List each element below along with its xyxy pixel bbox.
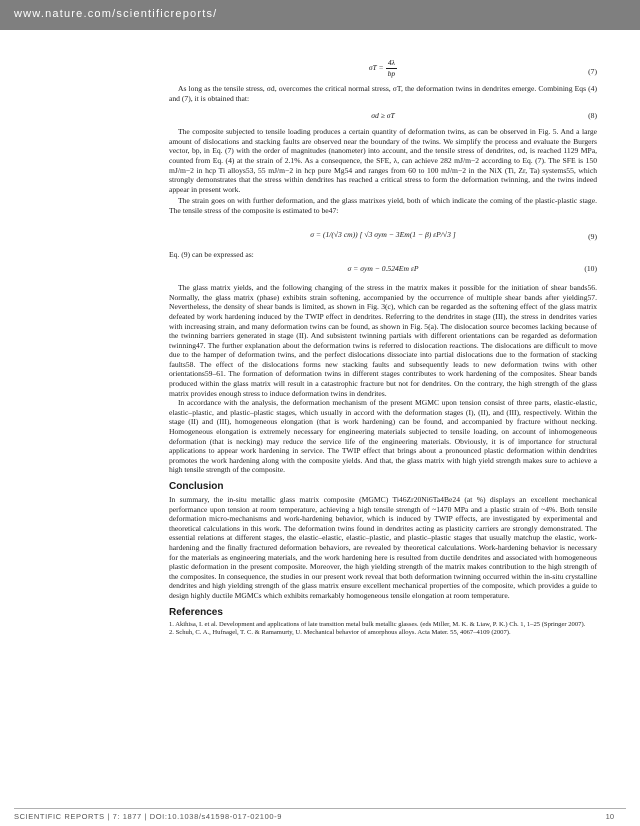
article-body <box>169 58 597 638</box>
journal-url[interactable]: www.nature.com/scientificreports/ <box>14 8 218 20</box>
equation-7-lhs: σT = <box>368 62 384 72</box>
conclusion-text: In summary, the in-situ metallic glass matrix composite (MGMC) Ti46Zr20Ni6Ta4Be24 (at %) displays an excellent mechanical performance upon tension at room temperature, achieving a high tensile strength of ~1470 MPa and a plastic strain of ~4%. Both tensile deformation micro-mechanisms and work-hardening behavior, which is induced by TWIP effects, are investigated by experimental and theoretical calculations in this work. The deformation twins found in dendrites acting as plasticity carriers are strongly demonstrated. The essential relations at different stages, the elastic–elastic, elastic–plastic, and plastic–plastic stages that usually matchup the elastic, work-hardening and the finally fractured deformation behaviors, are revealed by theoretical calculations. Work-hardening behavior is necessary for the materials as engineering materials, and the work hardening here is resulted from ductile dendrites and associated with homogeneous plastic deformation in the present composite. Moreover, the high yielding strength of the matrix makes contribution to the high strength of the composites. In consequence, the studies in our present work reveal that both deformation twinning occurred within the in-situ crystalline dendrites and high yielding strength of the glass matrix ensure excellent mechanical properties of the composite, which provides a guide to design highly ductile MGMCs which exhibits remarkably homogeneous tensile elongation at room temperature. <box>169 495 597 600</box>
equation-10 <box>169 261 597 279</box>
equation-7-fraction <box>386 58 398 78</box>
footer-citation: SCIENTIFIC REPORTS | 7: 1877 | DOI:10.1038/s41598-017-02100-9 <box>14 812 282 821</box>
page-number: 10 <box>605 812 614 821</box>
paragraph-deformation-mechanism: In accordance with the analysis, the deformation mechanism of the present MGMC upon tension consist of three parts, elastic-elastic, elastic–plastic, and plastic–plastic stages, which usually in accord with the deformation stages (I), (II), and (III), respectively. Within the stage (II) and (III), homogeneous elongation (that is work hardening) can be found, and accompanied by fracture without necking. Homogeneous elongation is extremely necessary for engineering materials subjected to tensile loading, on account of inhomogeneous deformation (that is necking) may reduce the service life of the engineering materials. Obviously, it is of importance for structural applications to appear work hardening in service. The TWIP effect that brings about a pronounced plastic deformation within dendrites promotes the work hardening along with the composite yields. And that, the glass matrix with high yield strength makes sure to achieve a high tensile strength of the composite. <box>169 398 597 475</box>
equation-7-expression <box>169 58 597 78</box>
footer-divider <box>14 808 626 809</box>
equation-10-number: (10) <box>584 264 597 274</box>
equation-10-expression: σ = σym − 0.524Em εP <box>347 264 419 274</box>
equation-8-number: (8) <box>588 111 597 121</box>
paragraph-shear-bands: The glass matrix yields, and the following changing of the stress in the matrix makes it possible for the initiation of shear bands56. Normally, the glass matrix (phase) exhibits strain softening, accompanied by the occurrence of multiple shear bands after yielding57. Nevertheless, the density of shear bands is limited, as shown in Fig. 3(c), which can be regarded as the softening effect of the glass matrix defeated by work hardening induced by the TWIP effect in dendrites. Referring to the dendrites in stage (III), the stress in dendrites varies with increasing strain, and many deformation twins can be found, as shown in Fig. 5(a). The dislocation source becomes lacking because of the twinning barriers generated in stage (II). And subsistent twinning partials with different orientations can be regarded as deformation twinning47. The further explanation about the deformation twins is referred to dislocation reactions. The dislocations are difficult to move due to the hamper of deformation twins, and the perfect dislocations dissociate into partial dislocations due to the formation of stacking faults58. The effect of the dislocations forms new stacking faults and subsequently leads to new deformation twins with other orientations59–61. The formation of deformation twins in different stages contributes to work hardening of the composites. Shear bands produced within the glass matrix will result in a catastrophic fracture but not for dendrites. On the contrary, the high strength of the glass matrix provides enough stress to induce deformation twins in dendrites. <box>169 283 597 398</box>
equation-9-number: (9) <box>588 231 597 241</box>
equation-8-expression: σd ≥ σT <box>371 111 395 121</box>
equation-7-number: (7) <box>588 67 597 76</box>
paragraph-eq9-intro: Eq. (9) can be expressed as: <box>169 249 254 259</box>
page-footer <box>0 800 640 826</box>
equation-9 <box>169 220 597 250</box>
equation-7 <box>169 58 597 84</box>
paragraph-stress-condition: As long as the tensile stress, σd, overcomes the critical normal stress, σT, the deformation twins in dendrites emerge. Combining Eqs (4) and (7), it is obtained that: <box>169 84 597 103</box>
equation-8 <box>169 107 597 127</box>
equation-7-denominator: bp <box>387 68 396 78</box>
reference-item: 2. Schuh, C. A., Hufnagel, T. C. & Ramamurty, U. Mechanical behavior of amorphous alloys. Acta Mater. 55, 4067–4109 (2007). <box>169 629 511 637</box>
equation-9-expression: σ = (1/(√3 cm)) [ √3 σym − 3Em(1 − β) εP/√3 ] <box>310 229 456 239</box>
reference-item: 1. Akihisa, I. et al. Development and applications of late transition metal bulk metallic glasses. (eds Miller, M. K. & Liaw, P. K.) Ch. 1, 1–25 (Springer 2007). <box>169 620 586 628</box>
reference-list <box>169 621 597 638</box>
equation-7-numerator: 4λ <box>386 58 398 69</box>
references-heading: References <box>169 606 223 618</box>
journal-header-bar <box>0 0 640 30</box>
conclusion-heading: Conclusion <box>169 481 224 492</box>
paragraph-deformation-twins: The composite subjected to tensile loading produces a certain quantity of deformation twins, as can be observed in Fig. 5. And a large amount of dislocations and stacking faults are observed near the boundary of the twins. We simplify the process and evaluate the Burgers vector, bp, in Eq. (7) with the order of magnitudes (nanometer) into account, and the tensile stress of dendrites, σd, is reached 1129 MPa, counted from Eq. (4) at the strain of 2.1%. As a consequence, the SFE, λ, can achieve 282 mJ/m−2 according to Eq. (7). The SFE is 150 mJ/m−2 in hcp Ti alloys53, 55 mJ/m−2 in hcp pure Mg54 and ranges from 60 to 100 mJ/m−2 in the NiX (Ti, Zr, Ta) systems55, which strongly demonstrates that the stress within dendrites has reached a critical stress to form the deformation twinning, and the twins indeed appear in present work. <box>169 127 597 194</box>
paragraph-plastic-stage: The strain goes on with further deformation, and the glass matrixes yield, both of which indicate the coming of the plastic-plastic stage. The tensile stress of the composite is estimated to be47: <box>169 196 597 215</box>
